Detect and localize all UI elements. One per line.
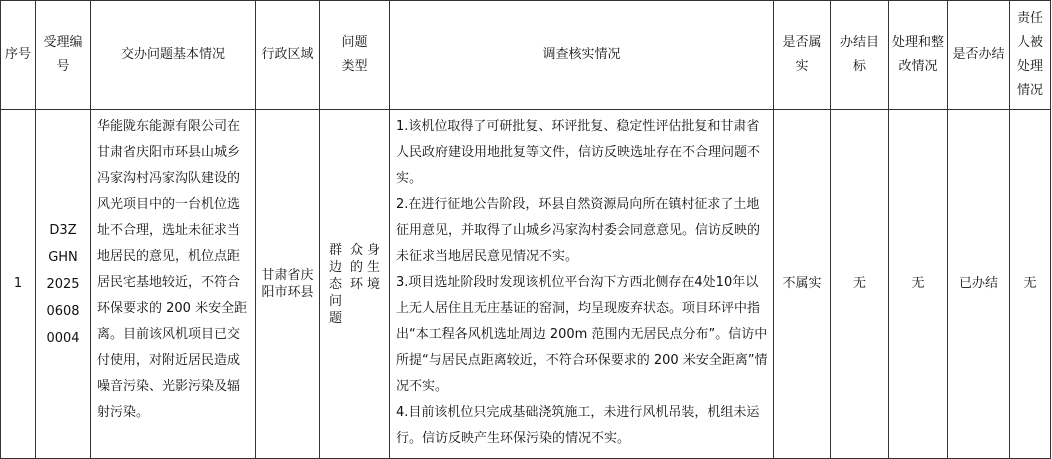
header-target — [831, 1, 889, 110]
header-rectification — [889, 1, 948, 110]
cell-accountability: 无 — [1010, 110, 1051, 459]
header-category — [320, 1, 390, 110]
header-category-label: 问题类型 — [341, 35, 368, 74]
header-case-no — [36, 1, 91, 110]
case-no-part: 0608 — [46, 303, 80, 319]
cell-category — [320, 110, 390, 459]
header-basic-info — [91, 1, 256, 110]
category-col-c: 身生境 — [367, 242, 381, 292]
cell-rectification: 无 — [889, 110, 948, 459]
region-text: 甘肃省庆阳市环县 — [261, 268, 314, 300]
category-col-a: 群边态问题 — [329, 242, 343, 326]
case-no-part: 0004 — [46, 330, 80, 346]
header-closed — [948, 1, 1010, 110]
case-no-part: 2025 — [46, 276, 80, 292]
case-no-part: D3Z — [49, 222, 77, 238]
closed-text: 已办结 — [958, 276, 998, 291]
cell-region — [256, 110, 320, 459]
category-text — [320, 242, 389, 327]
header-accountability-label: 责任人被处理情况 — [1016, 11, 1043, 98]
verified-text: 不属实 — [782, 276, 822, 291]
header-investigation — [390, 1, 774, 110]
header-closed-label: 是否办结 — [952, 47, 1005, 62]
table-row — [1, 110, 1051, 459]
header-verified — [774, 1, 831, 110]
investigation-item: 3.项目选址阶段时发现该机位平台沟下方西北侧存在4处10年以上无人居住且无庄基证的窑洞，均呈现废弃状态。项目环评中指出“本工程各风机选址周边 200m 范围内无居民点分布”。信访中所提“与居民点距离较近，不符合环保要求的 200 米安全距离”情况不实。 — [396, 275, 768, 394]
cell-basic-info — [91, 110, 256, 459]
cell-investigation — [390, 110, 774, 459]
cell-verified — [774, 110, 831, 459]
investigation-item: 4.目前该机位只完成基础浇筑施工，未进行风机吊装，机组未运行。信访反映产生环保污染的情况不实。 — [396, 405, 760, 446]
header-investigation-label: 调查核实情况 — [542, 47, 621, 62]
header-accountability — [1010, 1, 1051, 110]
header-basic-info-label: 交办问题基本情况 — [120, 47, 225, 62]
header-seq — [1, 1, 36, 110]
cell-closed — [948, 110, 1010, 459]
header-region — [256, 1, 320, 110]
category-col-b: 众的环 — [350, 242, 364, 292]
header-region-label: 行政区域 — [261, 47, 314, 62]
header-rectification-label: 处理和整改情况 — [892, 35, 945, 74]
basic-info-text: 华能陇东能源有限公司在甘肃省庆阳市环县山城乡冯家沟村冯家沟队建设的风光项目中的一台机位选址不合理，选址未征求当地居民的意见，机位点距居民宅基地较近，不符合环保要求的 200 米安全距离。目前该风机项目已交付使用，对附近居民造成噪音污染、光影污染及辐射污染。 — [97, 119, 248, 420]
investigation-item: 2.在进行征地公告阶段，环县自然资源局向所在镇村征求了土地征用意见，并取得了山城乡冯家沟村委会同意意见。信访反映的未征求当地居民意见情况不实。 — [396, 197, 761, 264]
header-target-label: 办结目标 — [839, 35, 879, 74]
investigation-item: 1.该机位取得了可研批复、环评批复、稳定性评估批复和甘肃省人民政府建设用地批复等文件，信访反映选址存在不合理问题不实。 — [396, 119, 761, 186]
investigation-text — [390, 110, 773, 452]
header-row — [1, 1, 1051, 110]
case-no-part: GHN — [48, 249, 78, 265]
header-seq-label: 序号 — [4, 47, 31, 62]
header-case-no-label: 受理编号 — [43, 35, 83, 74]
cell-seq: 1 — [1, 110, 36, 459]
cell-target: 无 — [831, 110, 889, 459]
header-verified-label: 是否属实 — [782, 35, 822, 74]
cell-case-no — [36, 110, 91, 459]
